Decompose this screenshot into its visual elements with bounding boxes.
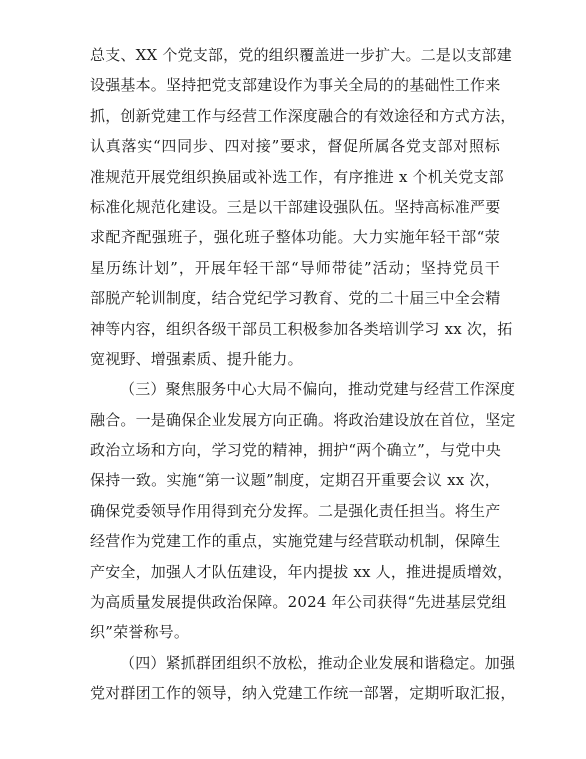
text-line: 政治立场和方向，学习党的精神，拥护“两个确立”，与党中央 xyxy=(90,441,501,460)
text-line: 神等内容，组织各级干部员工积极参加各类培训学习 xx 次，拓 xyxy=(90,319,513,338)
text-line: 星历练计划”，开展年轻干部“导师带徒”活动；坚持党员干 xyxy=(90,258,500,277)
section-heading-line: （三）聚焦服务中心大局不偏向，推动党建与经营工作深度 xyxy=(120,380,516,399)
text-line: 设强基本。坚持把党支部建设作为事关全局的的基础性工作来 xyxy=(90,76,501,95)
text-line: 标准化规范化建设。三是以干部建设强队伍。坚持高标准严要 xyxy=(90,197,501,216)
text-line: 织”荣誉称号。 xyxy=(90,623,190,642)
text-line: 产安全，加强人才队伍建设，年内提拔 xx 人，推进提质增效， xyxy=(90,562,513,581)
text-line: 部脱产轮训制度，结合党纪学习教育、党的二十届三中全会精 xyxy=(90,289,501,308)
text-line: 党对群团工作的领导，纳入党建工作统一部署，定期听取汇报， xyxy=(90,684,516,703)
text-line: 求配齐配强班子，强化班子整体功能。大力实施年轻干部“荥 xyxy=(90,228,500,247)
text-line: 为高质量发展提供政治保障。2024 年公司获得“先进基层党组 xyxy=(90,593,507,612)
text-line: 宽视野、增强素质、提升能力。 xyxy=(90,349,303,368)
text-line: 融合。一是确保企业发展方向正确。将政治建设放在首位，坚定 xyxy=(90,410,516,429)
text-line: 保持一致。实施“第一议题”制度，定期召开重要会议 xx 次， xyxy=(90,471,500,490)
text-line: 总支、XX 个党支部，党的组织覆盖进一步扩大。二是以支部建 xyxy=(90,46,512,64)
text-line: 抓，创新党建工作与经营工作深度融合的有效途径和方式方法， xyxy=(90,106,516,125)
text-line: 认真落实“四同步、四对接”要求，督促所属各党支部对照标 xyxy=(90,137,500,156)
body-text xyxy=(90,40,516,709)
text-line: 确保党委领导作用得到充分发挥。二是强化责任担当。将生产 xyxy=(90,501,501,520)
section-heading-line: （四）紧抓群团组织不放松，推动企业发展和谐稳定。加强 xyxy=(120,653,516,672)
text-line: 经营作为党建工作的重点，实施党建与经营联动机制，保障生 xyxy=(90,532,501,551)
text-line: 准规范开展党组织换届或补选工作，有序推进 x 个机关党支部 xyxy=(90,167,504,186)
